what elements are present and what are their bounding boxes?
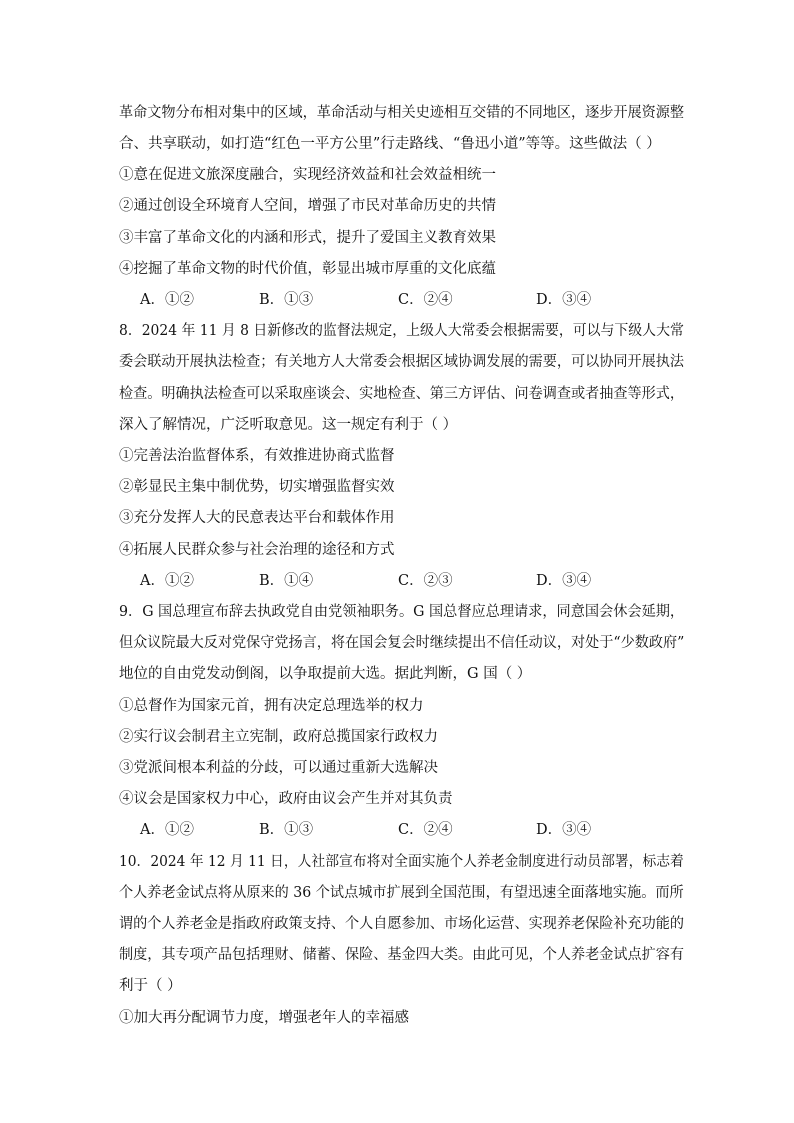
q7-stem-line: 革命文物分布相对集中的区域，革命活动与相关史迹相互交错的不同地区，逐步开展资源整 — [119, 105, 684, 121]
q10-stem-line: 谓的个人养老金是指政府政策支持、个人自愿参加、市场化运营、实现养老保险补充功能的 — [119, 916, 684, 932]
q8-item: ③充分发挥人大的民意表达平台和载体作用 — [119, 510, 395, 526]
q9-item: ①总督作为国家元首，拥有决定总理选举的权力 — [119, 698, 424, 714]
q8-options — [140, 571, 700, 591]
q7-option-a[interactable]: A．①② — [140, 292, 194, 308]
q10-stem-line: 个人养老金试点将从原来的 36 个试点城市扩展到全国范围，有望迅速全面落地实施。而所 — [119, 885, 684, 901]
q9-stem-line: 地位的自由党发动倒阁，以争取提前大选。据此判断，G 国（ ） — [119, 666, 532, 682]
q7-item: ②通过创设全环境育人空间，增强了市民对革命历史的共情 — [119, 198, 496, 214]
q8-option-b[interactable]: B．①④ — [259, 573, 314, 589]
q8-item: ①完善法治监督体系，有效推进协商式监督 — [119, 448, 395, 464]
q10-item: ①加大再分配调节力度，增强老年人的幸福感 — [119, 1010, 409, 1026]
q9-stem-line: 但众议院最大反对党保守党扬言，将在国会复会时继续提出不信任动议，对处于“少数政府” — [119, 635, 685, 651]
q8-stem-line: 委会联动开展执法检查；有关地方人大常委会根据区域协调发展的需要，可以协同开展执法 — [119, 354, 684, 370]
q7-options — [140, 290, 700, 310]
q10-stem-line: 利于（ ） — [119, 978, 182, 994]
q8-item: ②彰显民主集中制优势，切实增强监督实效 — [119, 479, 395, 495]
q9-item: ③党派间根本利益的分歧，可以通过重新大选解决 — [119, 760, 438, 776]
q9-option-c[interactable]: C．②④ — [398, 822, 453, 838]
q8-stem-line: 深入了解情况，广泛听取意见。这一规定有利于（ ） — [119, 417, 458, 433]
q10-stem-line: 制度，其专项产品包括理财、储蓄、保险、基金四大类。由此可见，个人养老金试点扩容有 — [119, 947, 684, 963]
q9-item: ④议会是国家权力中心，政府由议会产生并对其负责 — [119, 791, 453, 807]
q8-stem-line: 检查。明确执法检查可以采取座谈会、实地检查、第三方评估、问卷调查或者抽查等形式， — [119, 386, 684, 402]
q7-item: ④挖掘了革命文物的时代价值，彰显出城市厚重的文化底蕴 — [119, 261, 496, 277]
q7-item: ③丰富了革命文化的内涵和形式，提升了爱国主义教育效果 — [119, 230, 496, 246]
q8-item: ④拓展人民群众参与社会治理的途径和方式 — [119, 542, 395, 558]
q7-option-d[interactable]: D．③④ — [536, 292, 592, 308]
q8-option-a[interactable]: A．①② — [140, 573, 194, 589]
q8-option-d[interactable]: D．③④ — [536, 573, 592, 589]
q9-stem-line: 9．G 国总理宣布辞去执政党自由党领袖职务。G 国总督应总理请求，同意国会休会延期， — [119, 604, 685, 620]
q9-option-a[interactable]: A．①② — [140, 822, 194, 838]
q8-option-c[interactable]: C．②③ — [398, 573, 453, 589]
q9-options — [140, 820, 700, 840]
q7-option-b[interactable]: B．①③ — [259, 292, 314, 308]
q7-item: ①意在促进文旅深度融合，实现经济效益和社会效益相统一 — [119, 167, 496, 183]
q7-option-c[interactable]: C．②④ — [398, 292, 453, 308]
q8-stem-line: 8．2024 年 11 月 8 日新修改的监督法规定，上级人大常委会根据需要，可以与下级人大常 — [119, 323, 684, 339]
q9-item: ②实行议会制君主立宪制，政府总揽国家行政权力 — [119, 729, 438, 745]
q7-stem-line: 合、共享联动，如打造“红色一平方公里”行走路线、“鲁迅小道”等等。这些做法（ ） — [119, 136, 661, 152]
q9-option-d[interactable]: D．③④ — [536, 822, 592, 838]
q9-option-b[interactable]: B．①③ — [259, 822, 314, 838]
q10-stem-line: 10．2024 年 12 月 11 日，人社部宣布将对全面实施个人养老金制度进行动员部署，标志着 — [119, 854, 684, 870]
